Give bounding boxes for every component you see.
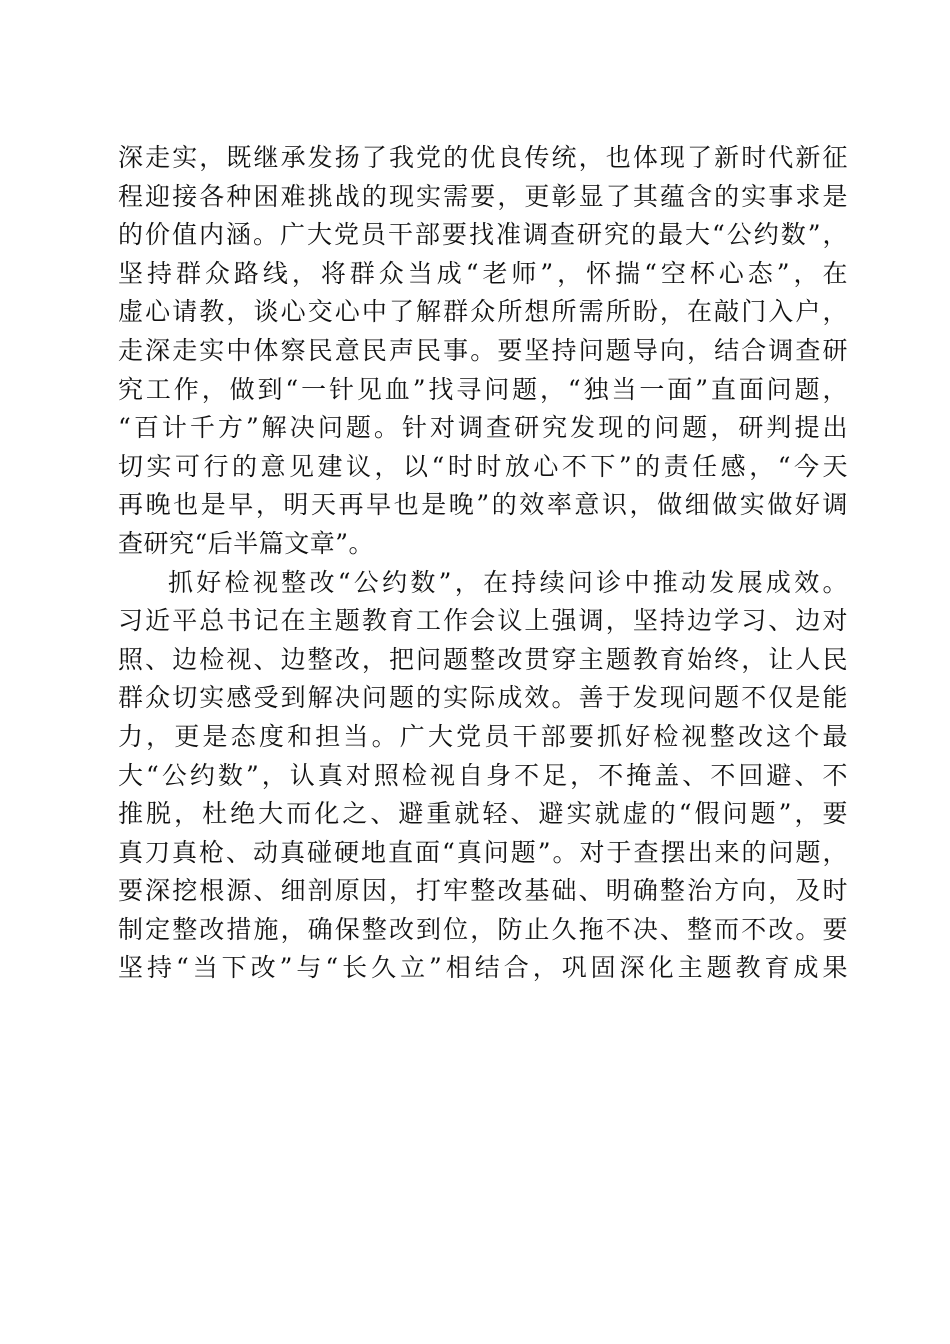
text-line: 力，更是态度和担当。广大党员干部要抓好检视整改这个最 xyxy=(118,721,848,751)
text-line: 坚持群众路线，将群众当成“老师”，怀揣“空杯心态”，在 xyxy=(118,258,848,288)
paragraph-1 xyxy=(118,139,848,564)
text-line: 坚持“当下改”与“长久立”相结合，巩固深化主题教育成果 xyxy=(118,953,848,983)
text-line: 查研究“后半篇文章”。 xyxy=(118,528,375,558)
body-text xyxy=(118,139,848,988)
text-line: 再晚也是早，明天再早也是晚”的效率意识，做细做实做好调 xyxy=(118,490,848,520)
text-line: 切实可行的意见建议，以“时时放心不下”的责任感，“今天 xyxy=(118,451,848,481)
text-line: 习近平总书记在主题教育工作会议上强调，坚持边学习、边对 xyxy=(118,606,848,636)
text-line: 真刀真枪、动真碰硬地直面“真问题”。对于查摆出来的问题， xyxy=(118,837,848,867)
text-line: 照、边检视、边整改，把问题整改贯穿主题教育始终，让人民 xyxy=(118,644,848,674)
text-line: 究工作，做到“一针见血”找寻问题，“独当一面”直面问题， xyxy=(118,374,848,404)
text-line: 推脱，杜绝大而化之、避重就轻、避实就虚的“假问题”，要 xyxy=(118,799,848,829)
paragraph-heading-line: 抓好检视整改“公约数”，在持续问诊中推动发展成效。 xyxy=(168,567,848,597)
text-line: “百计千方”解决问题。针对调查研究发现的问题，研判提出 xyxy=(118,413,848,443)
text-line: 走深走实中体察民意民声民事。要坚持问题导向，结合调查研 xyxy=(118,335,848,365)
text-line: 要深挖根源、细剖原因，打牢整改基础、明确整治方向，及时 xyxy=(118,876,848,906)
text-line: 大“公约数”，认真对照检视自身不足，不掩盖、不回避、不 xyxy=(118,760,848,790)
text-line: 的价值内涵。广大党员干部要找准调查研究的最大“公约数”， xyxy=(118,220,848,250)
paragraph-2 xyxy=(118,564,848,989)
text-line: 深走实，既继承发扬了我党的优良传统，也体现了新时代新征 xyxy=(118,143,848,172)
text-line: 群众切实感受到解决问题的实际成效。善于发现问题不仅是能 xyxy=(118,683,848,713)
text-line: 程迎接各种困难挑战的现实需要，更彰显了其蕴含的实事求是 xyxy=(118,181,848,211)
text-line: 虚心请教，谈心交心中了解群众所想所需所盼，在敲门入户， xyxy=(118,297,848,327)
text-line: 制定整改措施，确保整改到位，防止久拖不决、整而不改。要 xyxy=(118,914,848,944)
